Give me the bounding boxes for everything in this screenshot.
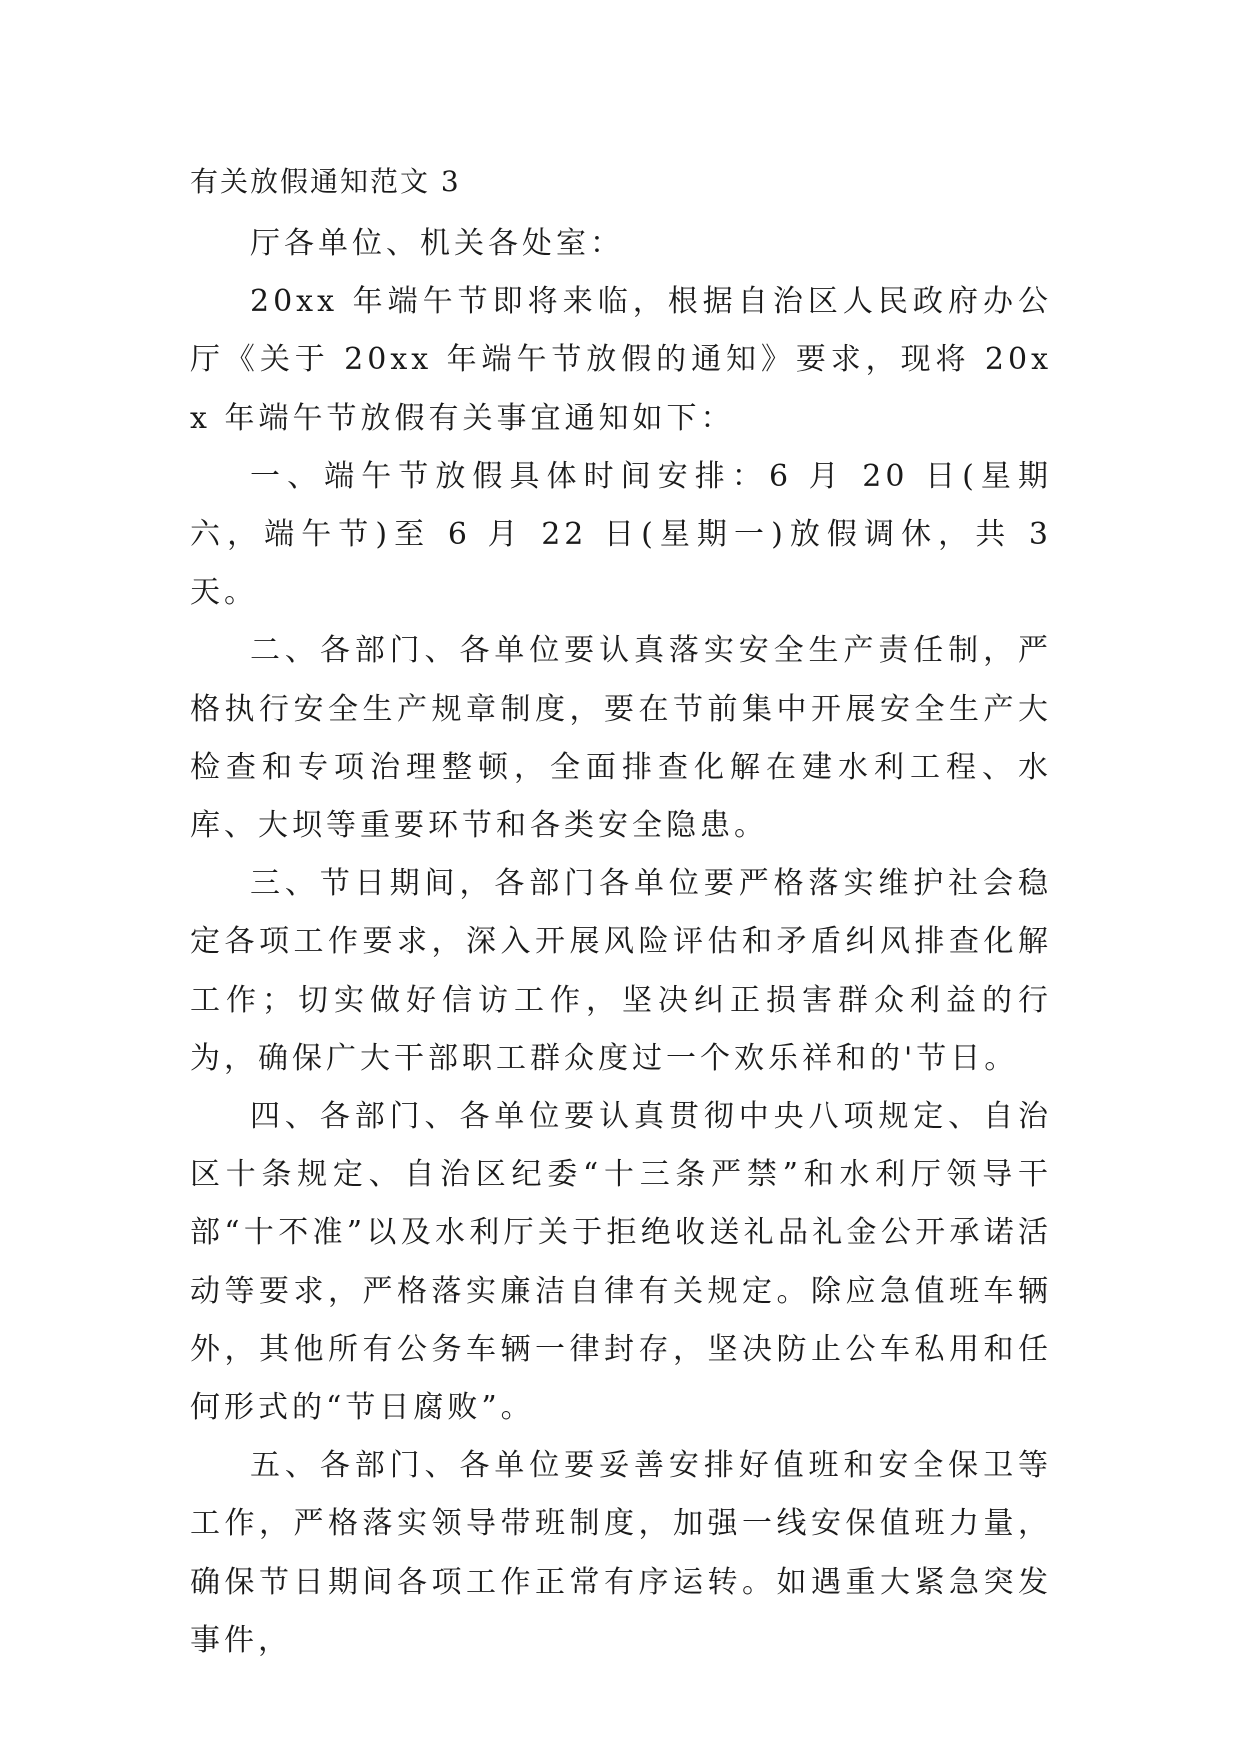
paragraph-item-1: 一、端午节放假具体时间安排：6 月 20 日(星期六，端午节)至 6 月 22 日(星期一)放假调休，共 3 天。 — [190, 458, 1052, 611]
paragraph-salutation: 厅各单位、机关各处室： — [250, 226, 624, 261]
document-title: 有关放假通知范文 3 — [190, 165, 461, 198]
paragraph-item-5: 五、各部门、各单位要妥善安排好值班和安全保卫等工作，严格落实领导带班制度，加强一线安保值班力量，确保节日期间各项工作正常有序运转。如遇重大紧急突发事件， — [190, 1448, 1052, 1658]
paragraph-item-4: 四、各部门、各单位要认真贯彻中央八项规定、自治区十条规定、自治区纪委“十三条严禁”和水利厅领导干部“十不准”以及水利厅关于拒绝收送礼品礼金公开承诺活动等要求，严格落实廉洁自律有关规定。除应急值班车辆外，其他所有公务车辆一律封存，坚决防止公车私用和任何形式的“节日腐败”。 — [190, 1099, 1052, 1426]
paragraph-intro: 20xx 年端午节即将来临，根据自治区人民政府办公厅《关于 20xx 年端午节放假的通知》要求，现将 20xx 年端午节放假有关事宜通知如下： — [190, 284, 1052, 436]
paragraph-item-3: 三、节日期间，各部门各单位要严格落实维护社会稳定各项工作要求，深入开展风险评估和矛盾纠风排查化解工作；切实做好信访工作，坚决纠正损害群众利益的行为，确保广大干部职工群众度过一个欢乐祥和的'节日。 — [190, 866, 1052, 1076]
paragraph-item-2: 二、各部门、各单位要认真落实安全生产责任制，严格执行安全生产规章制度，要在节前集中开展安全生产大检查和专项治理整顿，全面排查化解在建水利工程、水库、大坝等重要环节和各类安全隐患。 — [190, 633, 1052, 844]
document-body — [190, 161, 1052, 1670]
